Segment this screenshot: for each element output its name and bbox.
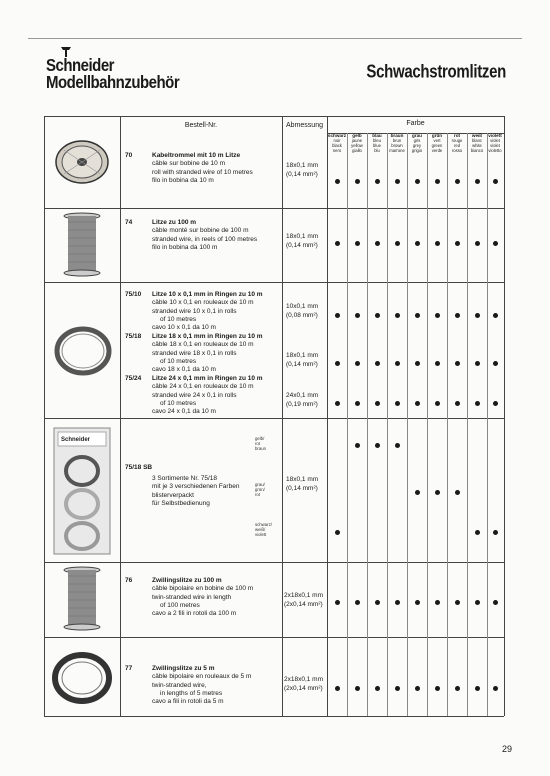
table-rule <box>44 282 504 283</box>
table-rule <box>387 133 388 716</box>
availability-dot <box>435 686 440 691</box>
product-code: 76 <box>125 577 133 584</box>
product-size: 2x18x0,1 mm (2x0,14 mm²) <box>284 676 324 692</box>
availability-dot <box>355 179 360 184</box>
availability-dot <box>415 401 420 406</box>
product-code: 75/18 SB <box>125 464 153 471</box>
product-description: Litze zu 100 m câble monté sur bobine de 100 m stranded wire, in reels of 100 metres filo in bobina da 100 m <box>152 219 258 251</box>
availability-dot <box>355 686 360 691</box>
availability-dot <box>375 313 380 318</box>
availability-dot <box>475 600 480 605</box>
table-rule <box>407 133 408 716</box>
product-code: 74 <box>125 219 133 226</box>
availability-dot <box>355 241 360 246</box>
product-size: 18x0,1 mm (0,14 mm²) <box>286 162 319 178</box>
availability-dot <box>475 241 480 246</box>
availability-dot <box>375 401 380 406</box>
availability-dot <box>395 401 400 406</box>
availability-dot <box>435 490 440 495</box>
availability-dot <box>435 313 440 318</box>
product-description: Zwillingslitze zu 100 m câble bipolaire en bobine de 100 m twin-stranded wire in length of 100 metres cavo a 2 fili in rotoli da 100 m <box>152 577 254 618</box>
table-rule <box>282 116 283 716</box>
availability-dot <box>493 530 498 535</box>
availability-dot <box>475 401 480 406</box>
product-code: 77 <box>125 665 133 672</box>
availability-dot <box>493 179 498 184</box>
wire-ring-image <box>54 326 112 376</box>
product-code: 75/10 <box>125 291 142 298</box>
size-header: Abmessung <box>286 122 323 129</box>
color-col-brown: braun brun brown marrone <box>389 133 405 153</box>
table-rule <box>44 716 504 717</box>
availability-dot <box>455 686 460 691</box>
availability-dot <box>455 401 460 406</box>
table-rule <box>467 133 468 716</box>
product-size: 2x18x0,1 mm (2x0,14 mm²) <box>284 592 324 608</box>
availability-dot <box>455 361 460 366</box>
availability-dot <box>355 443 360 448</box>
availability-dot <box>415 686 420 691</box>
availability-dot <box>395 443 400 448</box>
table-rule <box>44 208 504 209</box>
table-rule <box>44 116 45 716</box>
product-size: 18x0,1 mm (0,14 mm²) <box>286 352 319 368</box>
page-title: Schwachstromlitzen <box>366 62 506 83</box>
availability-dot <box>395 179 400 184</box>
availability-dot <box>355 313 360 318</box>
availability-dot <box>415 600 420 605</box>
availability-dot <box>375 179 380 184</box>
table-rule <box>447 133 448 716</box>
availability-dot <box>455 490 460 495</box>
availability-dot <box>415 490 420 495</box>
availability-dot <box>355 600 360 605</box>
availability-dot <box>395 241 400 246</box>
availability-dot <box>415 179 420 184</box>
order-no-header: Bestell-Nr. <box>184 122 218 129</box>
assortment-label: schwarz/ weiß/ violett <box>255 522 272 537</box>
product-size: 18x0,1 mm (0,14 mm²) <box>286 233 319 249</box>
availability-dot <box>375 241 380 246</box>
availability-dot <box>335 179 340 184</box>
color-col-yellow: gelb jaune yellow giallo <box>351 133 363 153</box>
availability-dot <box>335 401 340 406</box>
availability-dot <box>375 443 380 448</box>
brand-line-1: Schneider <box>46 56 115 76</box>
availability-dot <box>335 241 340 246</box>
availability-dot <box>455 179 460 184</box>
availability-dot <box>493 686 498 691</box>
color-header: Farbe <box>406 120 425 127</box>
availability-dot <box>335 361 340 366</box>
product-code: 75/18 <box>125 333 142 340</box>
availability-dot <box>455 241 460 246</box>
product-description: Litze 24 x 0,1 mm in Ringen zu 10 m câble 24 x 0,1 en rouleaux de 10 m stranded wire 24 x 0,1 in rolls of 10 metres cavo 24 x 0,1 da 10 m <box>152 375 263 416</box>
availability-dot <box>415 361 420 366</box>
color-col-blue: blau bleu blue blu <box>372 133 382 153</box>
product-description: Litze 10 x 0,1 mm in Ringen zu 10 m câble 10 x 0,1 en rouleaux de 10 m stranded wire 10 x 0,1 in rolls of 10 metres cavo 10 x 0,1 da 10 m <box>152 291 263 332</box>
availability-dot <box>475 530 480 535</box>
svg-text:Schneider: Schneider <box>61 437 91 443</box>
twin-wire-ring-image <box>52 652 112 704</box>
availability-dot <box>355 361 360 366</box>
product-description: Kabeltrommel mit 10 m Litze câble sur bobine de 10 m roll with stranded wire of 10 metres filo in bobina da 10 m <box>152 152 253 184</box>
product-size: 24x0,1 mm (0,19 mm²) <box>286 392 319 408</box>
availability-dot <box>455 600 460 605</box>
table-rule <box>367 133 368 716</box>
color-col-white: weiß blanc white bianco <box>470 133 484 153</box>
table-rule <box>427 133 428 716</box>
product-table <box>44 116 504 716</box>
table-rule <box>487 133 488 716</box>
twin-wire-reel-image <box>62 566 102 632</box>
product-size: 18x0,1 mm (0,14 mm²) <box>286 476 319 492</box>
availability-dot <box>493 600 498 605</box>
product-description: 3 Sortimente Nr. 75/18 mit je 3 verschiedenen Farben blisterverpackt für Selbstbedienung <box>152 475 240 507</box>
product-description: Litze 18 x 0,1 mm in Ringen zu 10 m câble 18 x 0,1 en rouleaux de 10 m stranded wire 18 x 0,1 in rolls of 10 metres cavo 18 x 0,1 da 10 m <box>152 333 263 374</box>
availability-dot <box>375 686 380 691</box>
availability-dot <box>335 600 340 605</box>
availability-dot <box>355 401 360 406</box>
table-rule <box>347 133 348 716</box>
assortment-label: grau/ grün/ rot <box>255 482 265 497</box>
page-number: 29 <box>501 744 512 754</box>
availability-dot <box>415 313 420 318</box>
availability-dot <box>435 241 440 246</box>
availability-dot <box>475 179 480 184</box>
table-rule <box>327 116 328 716</box>
product-description: Zwillingslitze zu 5 m câble bipolaire en rouleaux de 5 m twin-stranded wire, in lengths of 5 metres cavo a fili in rotoli da 5 m <box>152 665 252 706</box>
color-col-violet: violett violet violet violetto <box>488 133 502 153</box>
availability-dot <box>493 361 498 366</box>
availability-dot <box>435 401 440 406</box>
availability-dot <box>375 600 380 605</box>
availability-dot <box>395 361 400 366</box>
availability-dot <box>435 361 440 366</box>
table-rule <box>44 562 504 563</box>
availability-dot <box>335 313 340 318</box>
table-rule <box>44 116 504 117</box>
availability-dot <box>493 401 498 406</box>
availability-dot <box>335 686 340 691</box>
availability-dot <box>475 361 480 366</box>
table-rule <box>504 116 505 716</box>
color-col-red: rot rouge red rosso <box>451 133 463 153</box>
availability-dot <box>475 313 480 318</box>
availability-dot <box>455 313 460 318</box>
wire-reel-image <box>62 212 102 278</box>
top-rule <box>28 38 522 39</box>
color-col-green: grün vert green verde <box>431 133 443 153</box>
product-code: 75/24 <box>125 375 142 382</box>
product-code: 70 <box>125 152 133 159</box>
brand-line-2: Modellbahnzubehör <box>46 73 180 93</box>
availability-dot <box>415 241 420 246</box>
availability-dot <box>395 686 400 691</box>
availability-dot <box>493 313 498 318</box>
color-col-grey: grau gris grey grigio <box>411 133 423 153</box>
availability-dot <box>475 686 480 691</box>
blister-pack-image <box>52 426 112 556</box>
table-rule <box>120 116 121 716</box>
availability-dot <box>375 361 380 366</box>
table-rule <box>44 418 504 419</box>
availability-dot <box>493 241 498 246</box>
availability-dot <box>435 179 440 184</box>
availability-dot <box>395 313 400 318</box>
cable-drum-image <box>52 138 112 186</box>
availability-dot <box>435 600 440 605</box>
product-size: 10x0,1 mm (0,08 mm²) <box>286 303 319 319</box>
color-col-black: schwarz noir black nero <box>327 133 347 153</box>
assortment-label: gelb/ rot braun <box>255 436 266 451</box>
table-rule <box>44 637 504 638</box>
availability-dot <box>335 530 340 535</box>
availability-dot <box>395 600 400 605</box>
